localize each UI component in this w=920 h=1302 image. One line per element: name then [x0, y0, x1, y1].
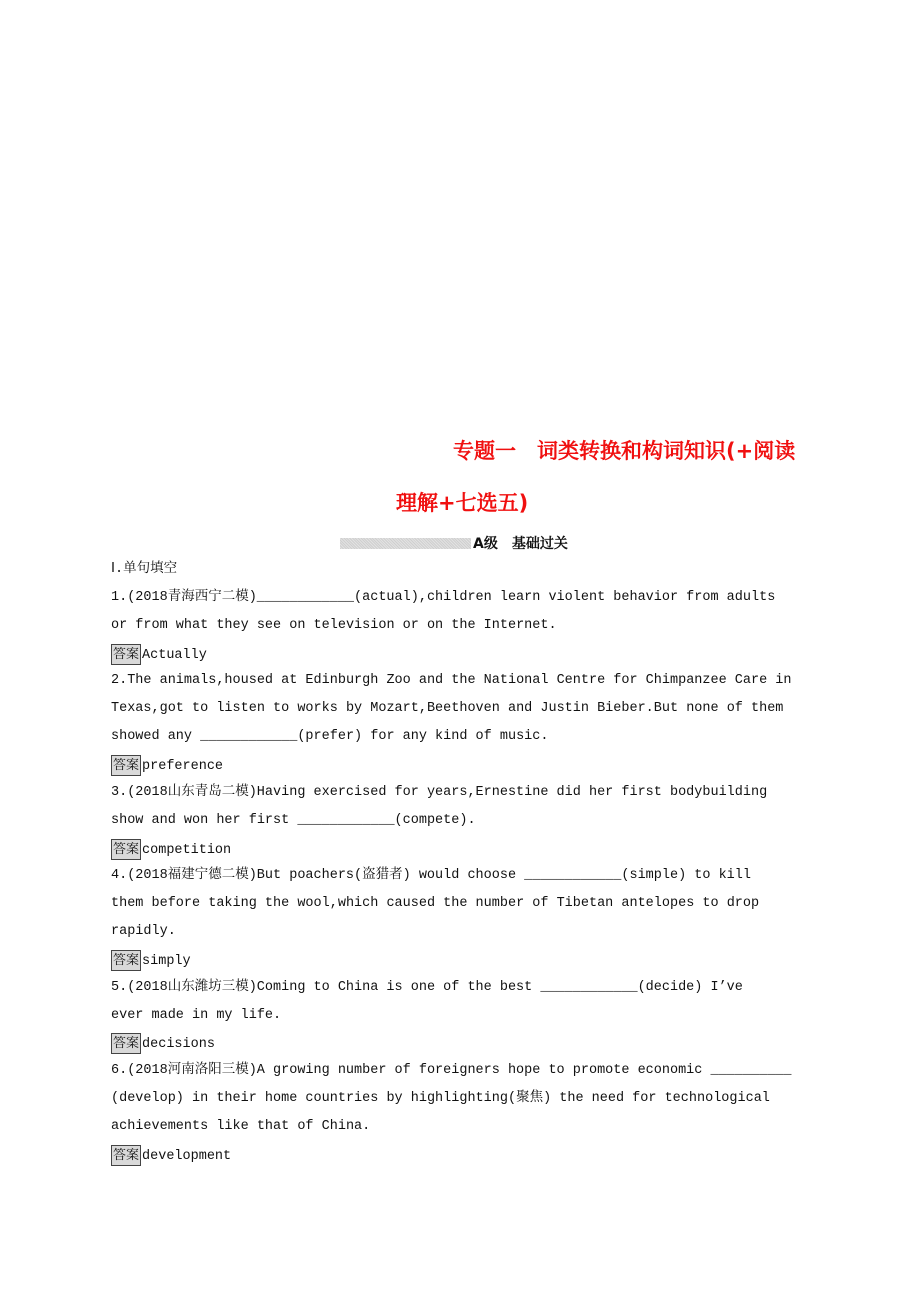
question-line: rapidly. [111, 924, 176, 940]
answer-line [111, 1145, 231, 1165]
question-line: 5.(2018山东潍坊三模)Coming to China is one of the best ____________(decide) I’ve [111, 979, 743, 995]
question-line: Texas,got to listen to works by Mozart,Beethoven and Justin Bieber.But none of them [111, 701, 784, 717]
question-line: show and won her first ____________(compete). [111, 812, 476, 828]
answer-label: 答案 [111, 950, 141, 971]
shaded-bar [340, 538, 471, 549]
question-line: them before taking the wool,which caused the number of Tibetan antelopes to drop [111, 896, 760, 912]
answer-line [111, 950, 191, 970]
answer-text: decisions [142, 1037, 215, 1053]
question-line: ever made in my life. [111, 1007, 282, 1023]
question-line: achievements like that of China. [111, 1119, 371, 1134]
answer-text: competition [142, 842, 232, 858]
question-line: showed any ____________(prefer) for any kind of music. [111, 729, 549, 745]
answer-line [111, 755, 223, 775]
answer-label: 答案 [111, 644, 141, 665]
question-line: 3.(2018山东青岛二模)Having exercised for years,Ernestine did her first bodybuilding [111, 784, 768, 800]
answer-text: simply [142, 953, 191, 969]
question-line: 6.(2018河南洛阳三模)A growing number of foreigners hope to promote economic __________ [111, 1063, 792, 1079]
question-line: 1.(2018青海西宁二模)____________(actual),children learn violent behavior from adults [111, 589, 776, 605]
answer-text: preference [142, 759, 224, 774]
answer-line [111, 1033, 215, 1053]
question-line: 2.The animals,housed at Edinburgh Zoo and the National Centre for Chimpanzee Care in [111, 673, 792, 689]
answer-label: 答案 [111, 839, 141, 860]
question-line: (develop) in their home countries by highlighting(聚焦) the need for technological [111, 1091, 770, 1107]
level-heading-text: A级 基础过关 [473, 536, 568, 552]
document-title-line-1: 专题一 词类转换和构词知识(+阅读 [453, 439, 796, 463]
question-line: or from what they see on television or on the Internet. [111, 617, 557, 633]
answer-label: 答案 [111, 1033, 141, 1054]
section-heading: Ⅰ.单句填空 [111, 562, 178, 577]
answer-text: Actually [142, 647, 207, 663]
answer-line [111, 839, 231, 859]
answer-label: 答案 [111, 755, 141, 776]
document-title-line-2: 理解+七选五) [396, 491, 529, 515]
answer-line [111, 644, 207, 664]
level-heading [340, 534, 568, 552]
question-line: 4.(2018福建宁德二模)But poachers(盗猎者) would choose ____________(simple) to kill [111, 868, 751, 884]
answer-label: 答案 [111, 1145, 141, 1166]
answer-text: development [142, 1148, 232, 1164]
